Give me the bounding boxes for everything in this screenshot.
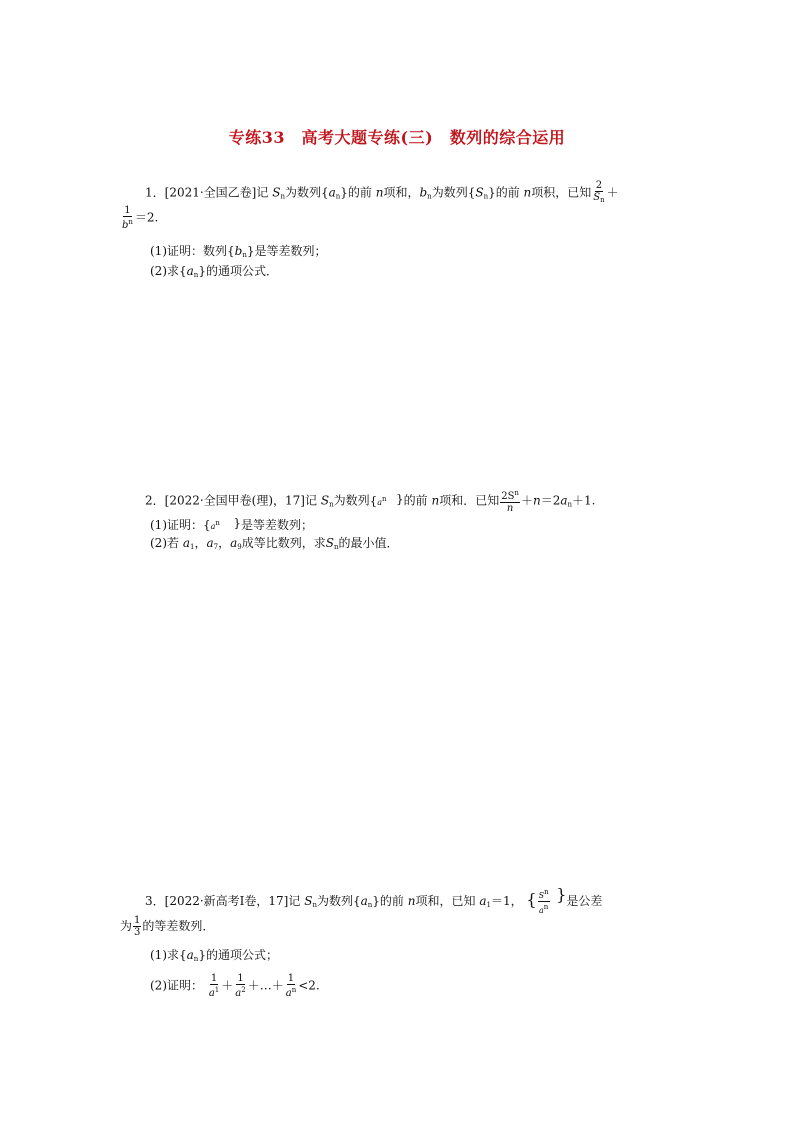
fraction-1-over-bn: $\frac{1}{b^n}$ — [122, 205, 133, 231]
fraction-2Sn-over-n: $\frac{2S^n}{n}$ — [501, 489, 519, 514]
seq-an-placeholder: {$a^n$ } — [203, 516, 241, 532]
q2-line1: 2．[2022·全国甲卷(理)，17]记 $S_n$为数列{$a^n$ } 的前 n项和．已知 $\frac{2S^n}{n}$ $+n=2a_n+1$. — [145, 489, 596, 514]
fraction-1-over-a1: $\frac{1}{a^1}$ — [208, 973, 220, 999]
q1-line2: $\frac{1}{b^n}$ ＝2. — [122, 205, 159, 231]
seq-an-placeholder: {$a^n$ } — [369, 491, 404, 508]
q3-line2: 为 $\frac{1}{3}$ 的等差数列． — [120, 915, 215, 938]
q2-part1: (1)证明：{$a^n$ } 是等差数列； — [150, 515, 313, 535]
fraction-1-over-a2: $\frac{1}{a^2}$ — [235, 973, 246, 999]
q3-part2: (2)证明： $\frac{1}{a^1}$ ＋ $\frac{1}{a^2}$ ＋…＋ $\frac{1}{a^n}$ <2. — [150, 973, 320, 999]
page-title: 专练33 高考大题专练(三) 数列的综合运用 — [228, 128, 566, 147]
fraction-2-over-Sn: $\frac{2}{S_n}$ — [593, 180, 605, 204]
fraction-1-over-an: $\frac{1}{a^n}$ — [285, 973, 297, 999]
seq-Sn-over-an: { $\frac{S^n}{a^n}$ } — [526, 885, 567, 915]
q1-part1: (1)证明：数列$\{b_n\}$是等差数列； — [150, 244, 327, 259]
q3-line1: 3．[2022·新高考Ⅰ卷，17]记 $S_n$为数列$\{a_n\}$的前 n项和，已知 $a_1=1$， { $\frac{S^n}{a^n}$ } 是公差 — [145, 885, 603, 915]
q3-part1: (1)求$\{a_n\}$的通项公式； — [150, 948, 278, 963]
q1-part2: (2)求$\{a_n\}$的通项公式． — [150, 264, 278, 279]
q2-part2: (2)若 $a_1$，$a_7$，$a_9$成等比数列，求$S_n$的最小值． — [150, 536, 399, 551]
q1-line1: 1．[2021·全国乙卷]记 $S_n$为数列$\{a_n\}$的前 n项和，$b_n$为数列$\{S_n\}$的前 n项积，已知 $\frac{2}{S_n}$ ＋ — [145, 180, 619, 204]
fraction-1-over-3: $\frac{1}{3}$ — [134, 915, 141, 938]
